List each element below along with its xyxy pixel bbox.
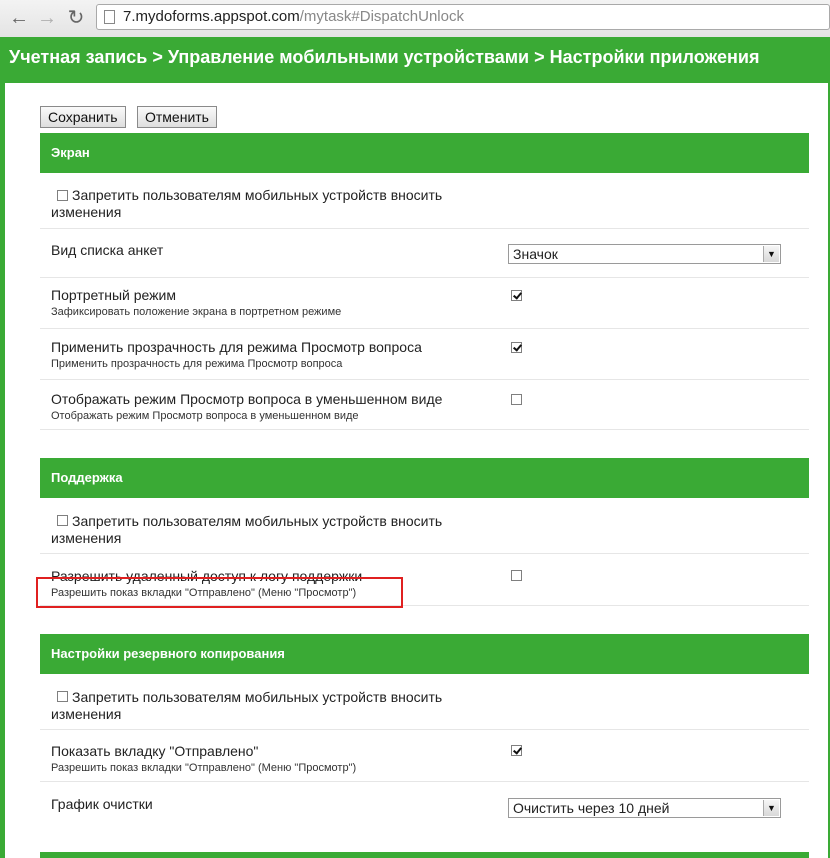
dropdown-arrow-icon: ▼ xyxy=(763,800,779,816)
transparency-row xyxy=(40,329,809,380)
screen-lock-row xyxy=(40,173,809,229)
left-frame-border xyxy=(0,37,5,858)
sent-tab-checkbox[interactable] xyxy=(511,745,522,756)
page-icon xyxy=(104,10,115,24)
form-list-label: Вид списка анкет xyxy=(51,242,164,258)
address-bar[interactable] xyxy=(96,4,830,30)
back-arrow-icon[interactable]: ← xyxy=(9,7,29,29)
remote-access-label: Разрешить удаленный доступ к логу поддержки xyxy=(51,568,363,584)
url-text xyxy=(123,8,464,25)
transparency-label: Применить прозрачность для режима Просмотр вопроса xyxy=(51,339,422,355)
support-lock-row xyxy=(40,498,809,554)
minimized-row xyxy=(40,380,809,430)
cleanup-select[interactable] xyxy=(508,798,781,818)
transparency-sub: Применить прозрачность для режима Просмотр вопроса xyxy=(51,358,343,370)
screen-lock-checkbox[interactable] xyxy=(57,190,68,201)
browser-toolbar xyxy=(0,0,830,38)
section-header-screen: Экран xyxy=(40,133,809,173)
cleanup-select-value: Очистить через 10 дней xyxy=(513,800,670,816)
portrait-label: Портретный режим xyxy=(51,287,176,303)
forward-arrow-icon[interactable]: → xyxy=(37,7,57,29)
backup-lock-checkbox[interactable] xyxy=(57,691,68,702)
breadcrumb: Учетная запись > Управление мобильными устройствами > Настройки приложения xyxy=(9,47,760,67)
remote-access-checkbox[interactable] xyxy=(511,570,522,581)
sent-tab-label: Показать вкладку "Отправлено" xyxy=(51,743,259,759)
form-list-row xyxy=(40,229,809,278)
section-header-support: Поддержка xyxy=(40,458,809,498)
form-list-select-value: Значок xyxy=(513,246,558,262)
screen-lock-label-line2: изменения xyxy=(51,204,122,220)
screen-lock-label-line1: Запретить пользователям мобильных устройств вносить xyxy=(72,187,443,203)
cancel-button[interactable]: Отменить xyxy=(137,106,217,128)
page-header xyxy=(0,37,830,83)
minimized-checkbox[interactable] xyxy=(511,394,522,405)
form-list-select[interactable] xyxy=(508,244,781,264)
minimized-sub: Отображать режим Просмотр вопроса в уменьшенном виде xyxy=(51,410,359,422)
sent-tab-row xyxy=(40,730,809,782)
transparency-checkbox[interactable] xyxy=(511,342,522,353)
backup-lock-label-line2: изменения xyxy=(51,706,122,722)
portrait-row xyxy=(40,278,809,329)
support-lock-label-line2: изменения xyxy=(51,530,122,546)
cleanup-label: График очистки xyxy=(51,796,153,812)
highlight-box xyxy=(36,577,403,608)
save-button[interactable]: Сохранить xyxy=(40,106,126,128)
support-lock-label-line1: Запретить пользователям мобильных устройств вносить xyxy=(72,513,443,529)
remote-access-sub: Разрешить показ вкладки "Отправлено" (Меню "Просмотр") xyxy=(51,587,357,599)
portrait-checkbox[interactable] xyxy=(511,290,522,301)
section-header-backup: Настройки резервного копирования xyxy=(40,634,809,674)
reload-icon[interactable]: ↻ xyxy=(67,7,85,29)
backup-lock-label-line1: Запретить пользователям мобильных устройств вносить xyxy=(72,689,443,705)
dropdown-arrow-icon: ▼ xyxy=(763,246,779,262)
minimized-label: Отображать режим Просмотр вопроса в уменьшенном виде xyxy=(51,391,443,407)
next-section-header xyxy=(40,852,809,858)
support-lock-checkbox[interactable] xyxy=(57,515,68,526)
backup-lock-row xyxy=(40,674,809,730)
cleanup-row xyxy=(40,782,809,832)
sent-tab-sub: Разрешить показ вкладки "Отправлено" (Меню "Просмотр") xyxy=(51,762,357,774)
url-path: /mytask#DispatchUnlock xyxy=(299,8,464,25)
url-host: 7.mydoforms.appspot.com xyxy=(123,8,300,25)
portrait-sub: Зафиксировать положение экрана в портретном режиме xyxy=(51,306,342,318)
